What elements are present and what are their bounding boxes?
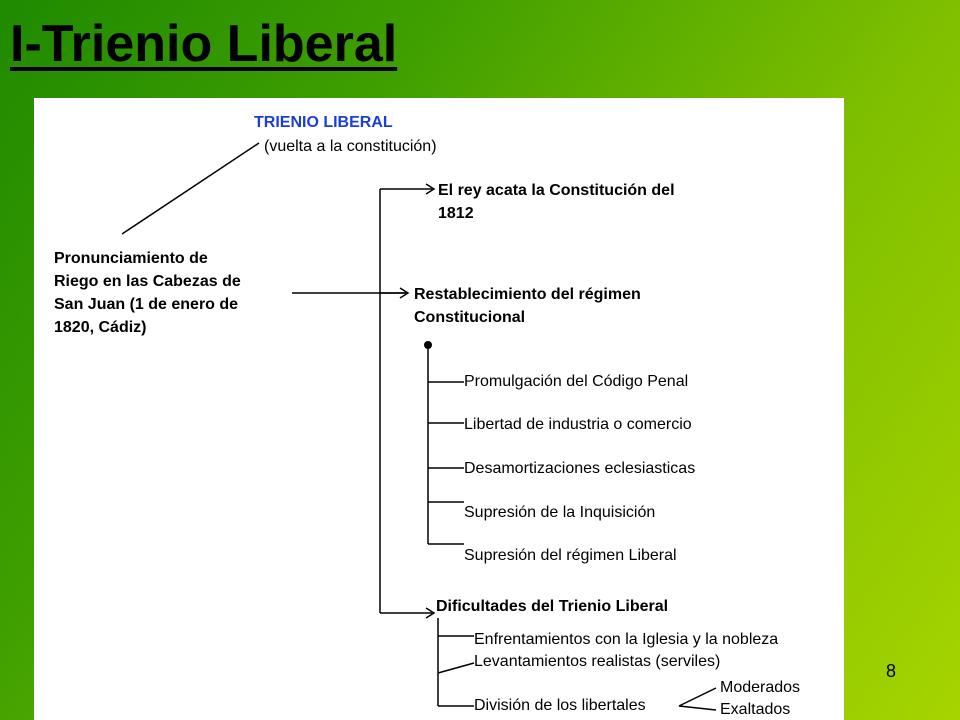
branch-2-line-1: Restablecimiento del régimen <box>414 286 641 303</box>
diagram-title: TRIENIO LIBERAL <box>254 114 393 131</box>
branch-3-subitem: Exaltados <box>720 701 791 718</box>
branch-3-item: Enfrentamientos con la Iglesia y la nobleza <box>474 631 779 648</box>
origin-line-1: Pronunciamiento de <box>54 250 208 267</box>
diagram-panel <box>34 98 844 720</box>
branch-2-item: Supresión del régimen Liberal <box>464 547 677 564</box>
branch-2-item: Desamortizaciones eclesiasticas <box>464 460 696 477</box>
branch-3-line-1: Dificultades del Trienio Liberal <box>436 598 669 615</box>
branch-3-item: División de los libertales <box>474 697 646 714</box>
branch-2-line-2: Constitucional <box>414 309 526 326</box>
header-connector <box>122 143 259 234</box>
diagram-subtitle: (vuelta a la constitución) <box>264 138 437 155</box>
origin-line-4: 1820, Cádiz) <box>54 319 147 336</box>
branch-3-item: Levantamientos realistas (serviles) <box>474 653 721 670</box>
branch-2-item: Libertad de industria o comercio <box>464 416 692 433</box>
branch-1-line-1: El rey acata la Constitución del <box>438 182 675 199</box>
branch-2-item: Promulgación del Código Penal <box>464 373 689 390</box>
origin-line-2: Riego en las Cabezas de <box>54 273 241 290</box>
page-number: 8 <box>886 661 897 681</box>
bullet-dot <box>424 341 432 349</box>
branch-1-line-2: 1812 <box>438 205 474 222</box>
branch-3-subitem: Moderados <box>720 679 801 696</box>
origin-line-3: San Juan (1 de enero de <box>54 296 239 313</box>
slide-title: I-Trienio Liberal <box>10 15 398 73</box>
branch-2-item: Supresión de la Inquisición <box>464 504 656 521</box>
